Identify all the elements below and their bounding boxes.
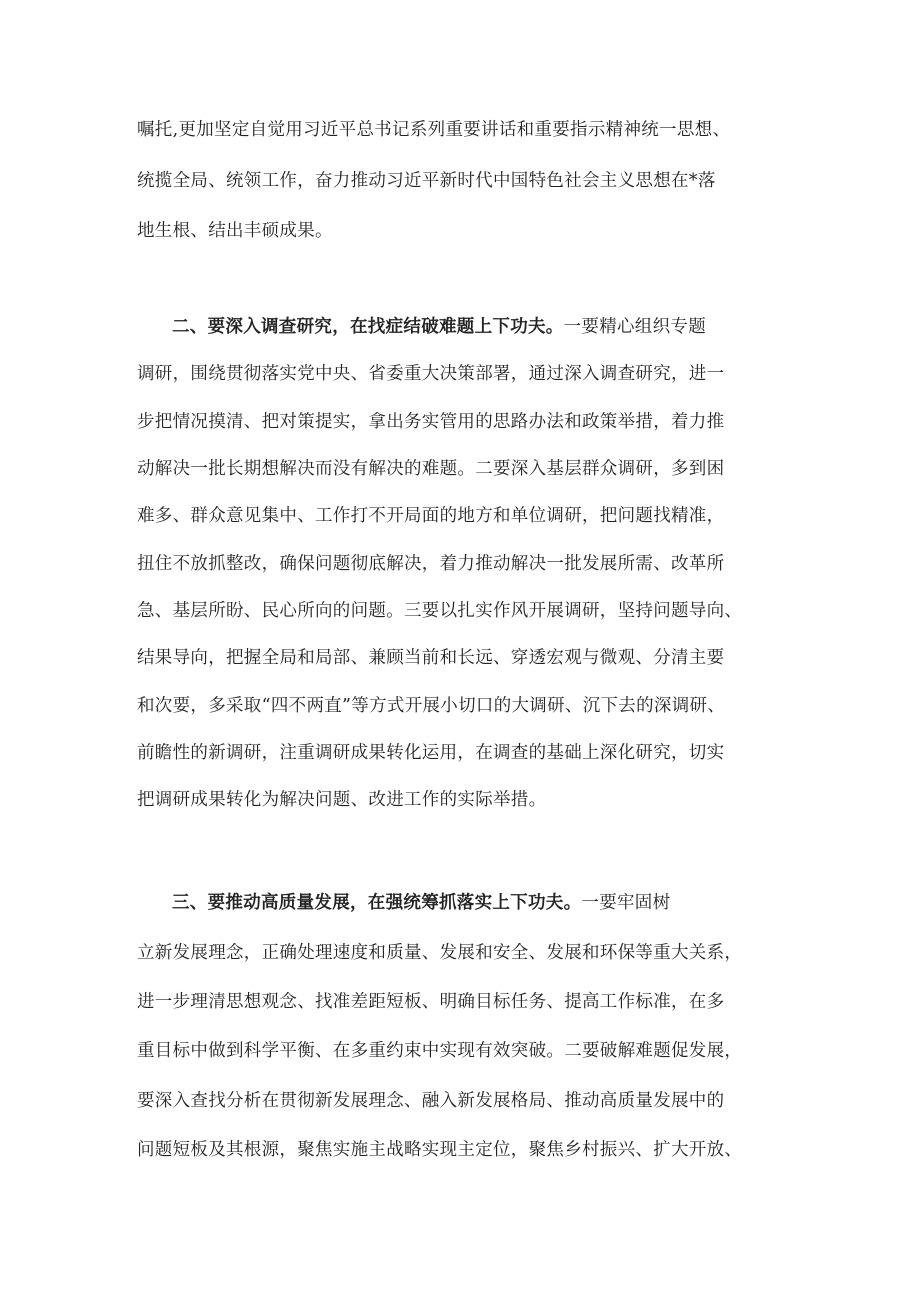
paragraph-first-line (172, 888, 797, 918)
text-run: 一要精心组织专题 (563, 317, 707, 337)
text-line: 问题短板及其根源，聚焦实施主战略实现主定位，聚焦乡村振兴、扩大开放、 (137, 1140, 743, 1160)
text-line: 步把情况摸清、把对策提实，拿出务实管用的思路办法和政策举措，着力推 (137, 412, 725, 432)
section-heading: 二、要深入调查研究，在找症结破难题上下功夫。 (172, 317, 564, 337)
text-line: 急、基层所盼、民心所向的问题。三要以扎实作风开展调研，坚持问题导向、 (137, 601, 743, 621)
text-line: 把调研成果转化为解决问题、改进工作的实际举措。 (137, 790, 547, 810)
paragraph-first-line (172, 312, 797, 342)
text-line: 扭住不放抓整改，确保问题彻底解决，着力推动解决一批发展所需、改革所 (137, 554, 725, 574)
text-line: 统揽全局、统领工作，奋力推动习近平新时代中国特色社会主义思想在*落 (137, 171, 716, 191)
text-line: 动解决一批长期想解决而没有解决的难题。二要深入基层群众调研，多到困 (137, 459, 725, 479)
text-line: 前瞻性的新调研，注重调研成果转化运用，在调查的基础上深化研究，切实 (137, 743, 725, 763)
text-line: 重目标中做到科学平衡、在多重约束中实现有效突破。二要破解难题促发展， (137, 1041, 743, 1061)
section-heading: 三、要推动高质量发展，在强统筹抓落实上下功夫。 (172, 893, 582, 913)
text-line: 进一步理清思想观念、找准差距短板、明确目标任务、提高工作标准，在多 (137, 992, 725, 1012)
text-line: 嘱托,更加坚定自觉用习近平总书记系列重要讲话和重要指示精神统一思想、 (137, 120, 731, 140)
text-run: 一要牢固树 (581, 893, 671, 913)
text-line: 地生根、结出丰硕成果。 (137, 221, 333, 241)
text-line: 调研，围绕贯彻落实党中央、省委重大决策部署，通过深入调查研究，进一 (137, 364, 725, 384)
text-line: 结果导向，把握全局和局部、兼顾当前和长远、穿透宏观与微观、分清主要 (137, 648, 725, 668)
text-line: 要深入查找分析在贯彻新发展理念、融入新发展格局、推动高质量发展中的 (137, 1091, 725, 1111)
text-line: 和次要，多采取“四不两直”等方式开展小切口的大调研、沉下去的深调研、 (137, 696, 726, 716)
text-line: 难多、群众意见集中、工作打不开局面的地方和单位调研，把问题找精准， (137, 506, 725, 526)
text-line: 立新发展理念，正确处理速度和质量、发展和安全、发展和环保等重大关系， (137, 943, 743, 963)
